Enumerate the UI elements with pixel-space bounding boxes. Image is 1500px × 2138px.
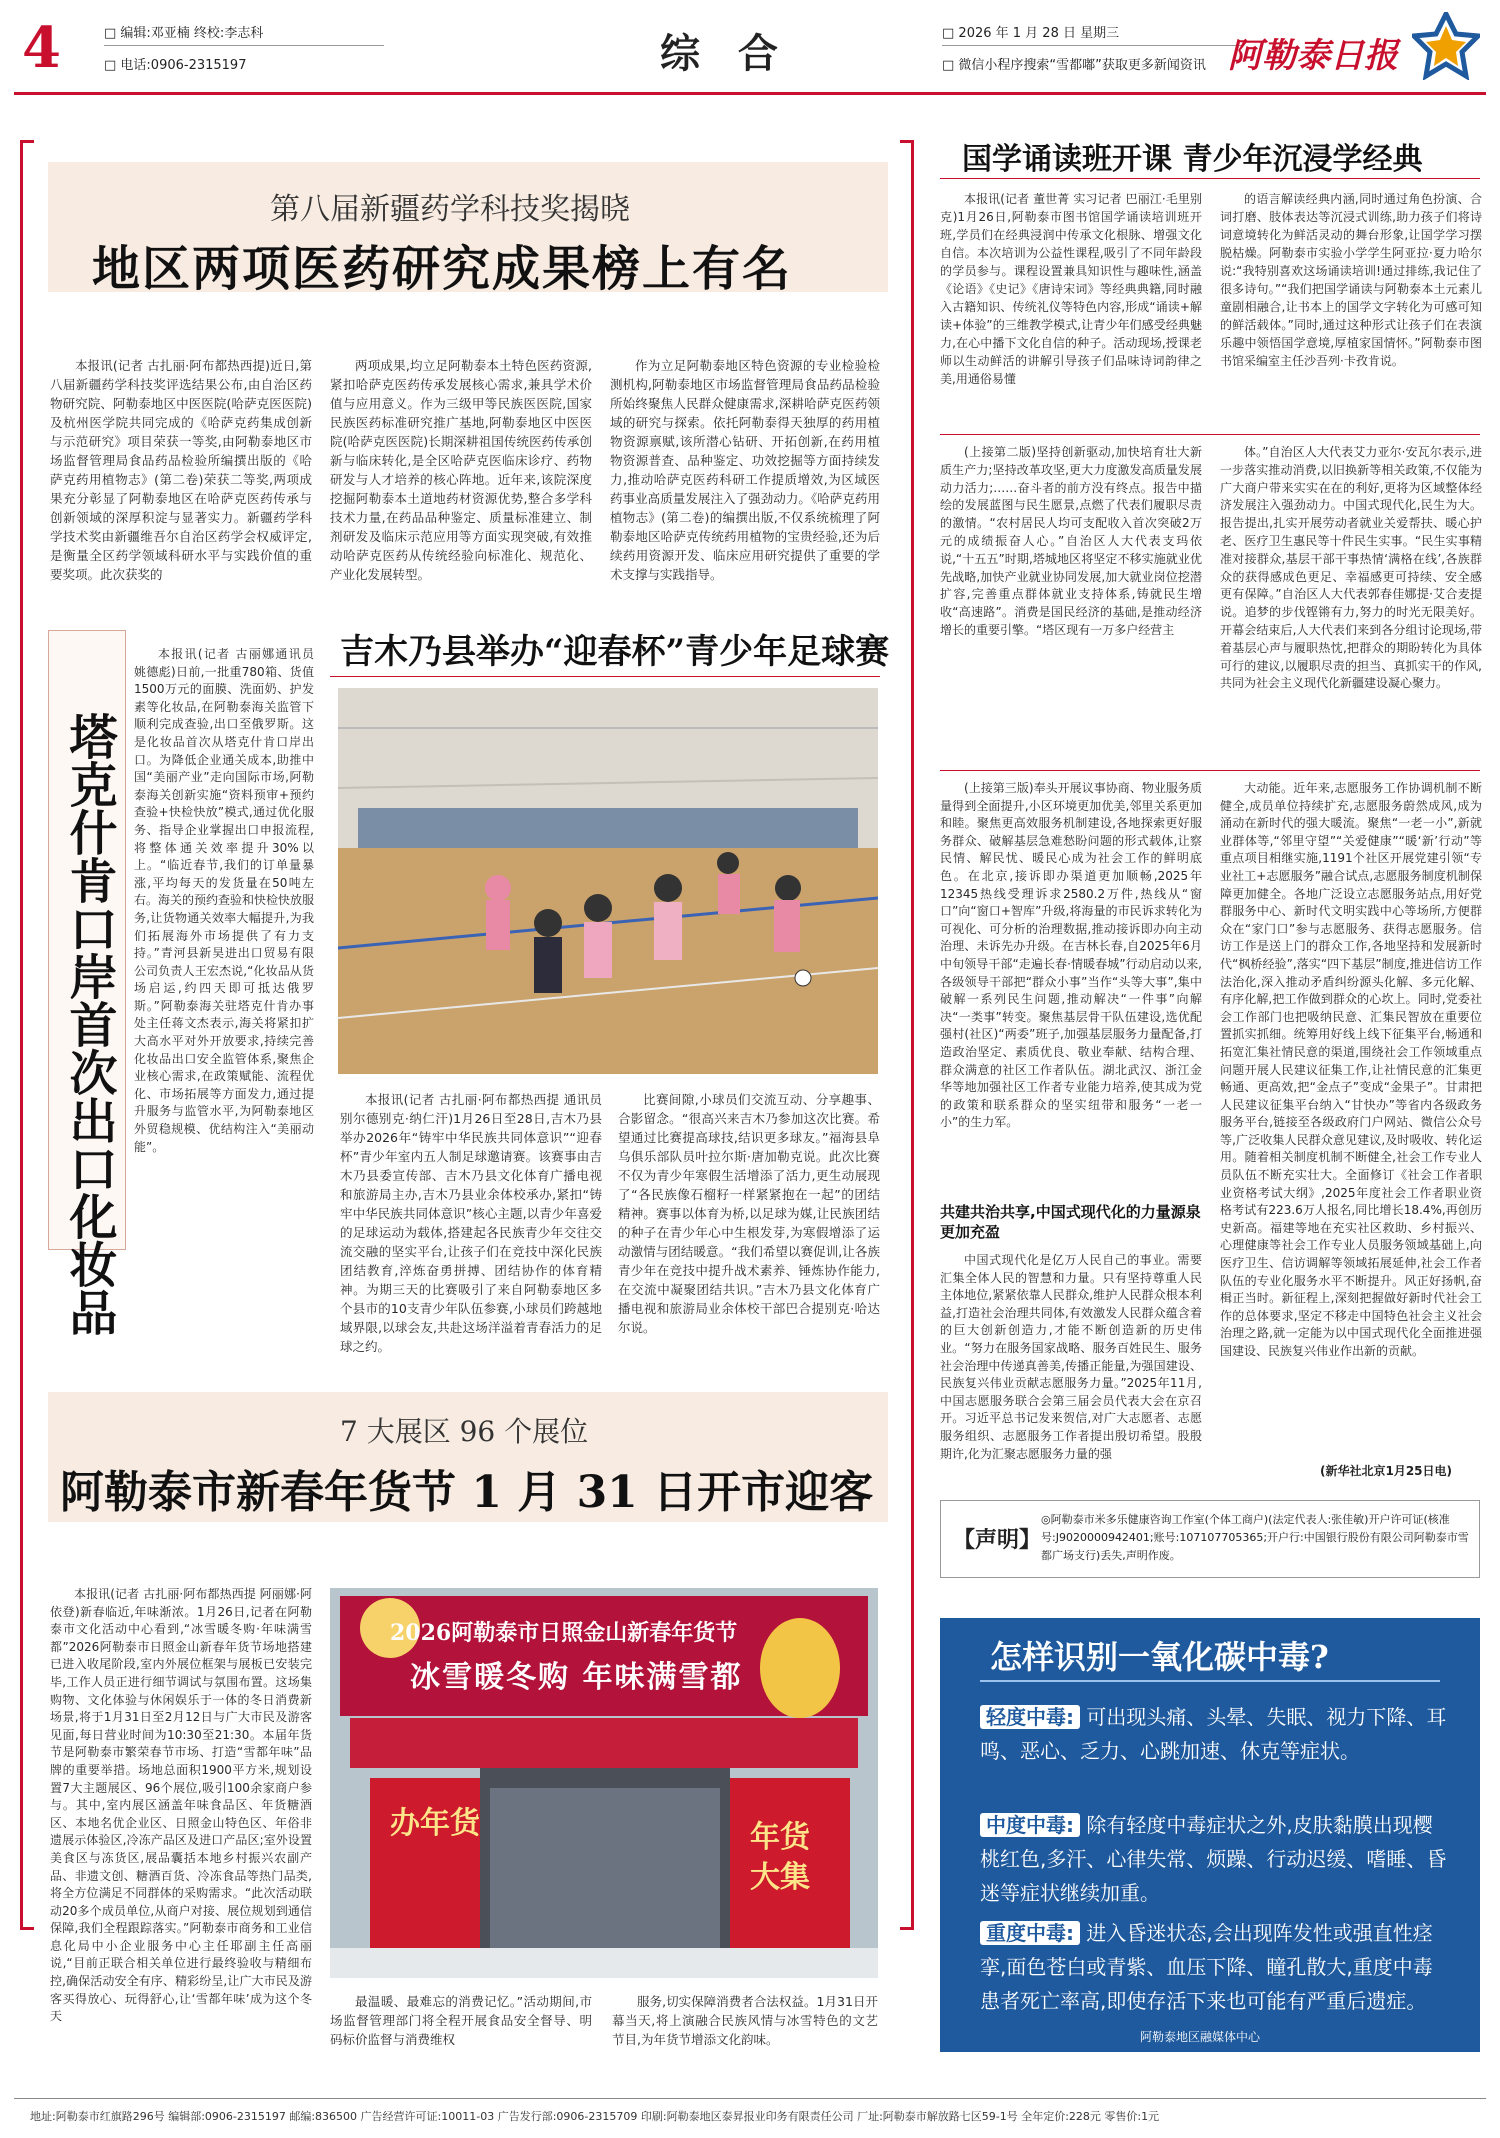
article1-kicker: 第八届新疆药学科技奖揭晓 — [270, 192, 630, 227]
article2-body: 本报讯(记者 古丽娜通讯员 姚德彪)日前,一批重780箱、货值1500万元的面膜、洗面奶、护发素等化妆品,在阿勒泰海关监管下顺利完成查验,出口至俄罗斯。这是化妆品首次从塔克什肯口岸出口。为降低企业通关成本,助推中国“美丽产业”走向国际市场,阿勒泰海关创新实施“资料预审+预约查验+快检快放”模式,通过优化服务、指导企业掌握出口申报流程,将整体通关效率提升30%以上。“临近春节,我们的订单量暴涨,平均每天的发货量在50吨左右。海关的预约查验和快检快放服务,让货物通关效率大幅提升,为我们拓展海外市场提供了有力支持。”青河县新昊进出口贸易有限公司负责人王宏杰说,“化妆品从货场启运,约四天即可抵达俄罗斯。”阿勒泰海关驻塔克什肯办事处主任蒋文杰表示,海关将紧扣扩大高水平对外开放要求,持续完善化妆品出口安全监管体系,聚焦企业核心需求,在政策赋能、流程优化、市场拓展等方面发力,通过提升服务与监管水平,为阿勒泰地区外贸稳规模、优结构注入“美丽动能”。 — [134, 647, 315, 1154]
section-title: 综 合 — [660, 30, 790, 77]
banner-slogan: 冰雪暖冬购 年味满雪都 — [410, 1660, 743, 1695]
co-ad-sponsor: 阿勒泰地区融媒体中心 — [1140, 2030, 1261, 2044]
footer-rule — [14, 2098, 1486, 2099]
article6-col1: (上接第二版)坚持创新驱动,加快培育壮大新质生产力;坚持改革攻坚,更大力度激发高质量发展动力活力;……奋斗者的前方没有终点。报告中描绘的发展蓝图与民生愿景,点燃了代表们履职尽责的激情。“农村居民人均可支配收入首次突破2万元的成绩振奋人心。”自治区人大代表支玛依说,“十五五”时期,塔城地区将坚定不移实施就业优先战略,加快产业就业协同发展,加大就业岗位挖潜扩容,完善重点群体就业支持体系,铸就民生增收“高速路”。消费是国民经济的基础,是推动经济增长的重要引擎。“塔区现有一万多户经营主 — [940, 445, 1202, 637]
banner-left-sign: 办年货 — [390, 1806, 480, 1841]
article5-rule — [940, 178, 1480, 179]
article5-col2: 的语言解读经典内涵,同时通过角色扮演、合词打磨、肢体表达等沉浸式训练,助力孩子们将诗词意境转化为鲜活灵动的舞台形象,让国学学习摆脱枯燥。阿勒泰市实验小学学生阿亚拉·夏力哈尔说:“我特别喜欢这场诵读培训!通过排练,我记住了很多诗句。”“我们把国学诵读与阿勒泰本土元素儿童剧相融合,让书本上的国学文字转化为可感可知的鲜活载体。”同时,通过这种形式让孩子们在表演乐趣中领悟国学意境,厚植家国情怀。”阿勒泰市图书馆采编室主任沙吾列·卡孜肯说。 — [1220, 192, 1482, 368]
co-ad-tag-3: 重度中毒: — [980, 1921, 1080, 1945]
page-number: 4 — [22, 15, 61, 81]
article1-headline: 地区两项医药研究成果榜上有名 — [92, 241, 793, 297]
article1-col2: 两项成果,均立足阿勒泰本土特色医药资源,紧扣哈萨克医药传承发展核心需求,兼具学术价值与应用意义。作为三级甲等民族医医院,国家民族医药标准研究推广基地,阿勒泰地区中医医院(哈萨克医医院)长期深耕祖国传统医药传承创新与临床转化,是全区哈萨克医临床诊疗、药物研发与人才培养的核心阵地。近年来,该院深度挖掘阿勒泰本土道地药材资源优势,整合多学科技术力量,在药品品种鉴定、质量标准建立、制剂研发及临床示范应用等方面实现突破,有效推动哈萨克医药从传统经验向标准化、规范化、产业化发展转型。 — [330, 358, 592, 582]
article5-headline: 国学诵读班开课 青少年沉浸学经典 — [962, 142, 1423, 177]
wechat-line: □ 微信小程序搜索“雪都嘟”获取更多新闻资讯 — [942, 58, 1206, 73]
article3-col2: 比赛间隙,小球员们交流互动、分享趣事、合影留念。“很高兴来吉木乃参加这次比赛。希望通过比赛提高球技,结识更多球友。”福海县阜乌俱乐部队员叶拉尔斯·唐加勒克说。此次比赛不仅为青少年寒假生活增添了活力,更生动展现了“各民族像石榴籽一样紧紧抱在一起”的团结精神。赛事以体育为桥,以足球为媒,让民族团结的种子在青少年心中生根发芽,为寒假增添了运动激情与团结暖意。“我们希望以赛促训,让各族青少年在竞技中提升战术素养、锤炼协作能力,在交流中凝聚团结共识。”吉木乃县文化体育广播电视和旅游局业余体校干部巴合提别克·哈达尔说。 — [618, 1092, 880, 1335]
co-ad-item-2: 中度中毒: 除有轻度中毒症状之外,皮肤黏膜出现樱桃红色,多汗、心律失常、烦躁、行动迟缓、嗜睡、昏迷等症状继续加重。 — [980, 1813, 1447, 1905]
market-photo — [330, 1588, 878, 1978]
banner-right-sign: 年货大集 — [750, 1820, 810, 1895]
co-ad-item-1: 轻度中毒: 可出现头痛、头晕、失眠、视力下降、耳鸣、恶心、乏力、心跳加速、休克等症状。 — [980, 1705, 1447, 1763]
footer: 地址:阿勒泰市红旗路296号 编辑部:0906-2315197 邮编:836500 广告经营许可证:10011-03 广告发行部:0906-2315709 印刷:阿勒泰地区泰昇报业印务有限责任公司 厂址:阿勒泰市解放路七区59-1号 全年定价:228元 零售价:1元 — [30, 2110, 1160, 2123]
article7-subhead: 共建共治共享,中国式现代化的力量源泉更加充盈 — [940, 1203, 1201, 1241]
notice-text: ◎阿勒泰市米多乐健康咨询工作室(个体工商户)(法定代表人:张佳敏)开户许可证(核准号:J9020000942401;账号:107107705365;开户行:中国银行股份有限公司阿勒泰市雪都广场支行)丢失,声明作废。 — [1041, 1513, 1469, 1562]
article4-col2: 最温暖、最难忘的消费记忆。”活动期间,市场监督管理部门将全程开展食品安全督导、明码标价监督与消费维权 — [330, 1994, 592, 2047]
article7-col1: (上接第三版)奉头开展议事协商、物业服务质量得到全面提升,小区环境更加优美,邻里关系更加和睦。聚焦更高效服务机制建设,各地探索更好服务群众、破解基层急难愁盼问题的形式载体,让察民情、解民忧、暖民心成为社会工作的鲜明底色。在北京,接诉即办渠道更加顺畅,2025年12345热线受理诉求2580.2万件,热线从“窗口”向“窗口+智库”升级,将海量的市民诉求转化为可视化、可分析的治理数据,推动接诉即办向主动治理、未诉先办升级。在吉林长春,自2025年6月中旬领导干部“走遍长春·情暖春城”行动启动以来,各级领导干部把“群众小事”当作“头等大事”,集中破解一系列民生问题,推动解决“一件事”向解决“一类事”转变。聚焦基层骨干队伍建设,选优配强村(社区)“两委”班子,加强基层服务力量配备,打造政治坚定、素质优良、敬业奉献、结构合理、群众满意的社区工作者队伍。湖北武汉、浙江金华等地加强社区工作者专业能力培养,使其成为党的政策和联系群众的坚实纽带和服务“一老一小”的生力军。 — [940, 781, 1202, 1130]
left-frame-right — [900, 140, 914, 1930]
article4-col1: 本报讯(记者 古扎丽·阿布都热西提 阿丽娜·阿依登)新春临近,年味渐浓。1月26日,记者在阿勒泰市文化活动中心看到,“冰雪暖冬购·年味满雪都”2026阿勒泰市日照金山新春年货节场地搭建已进入收尾阶段,室内外展位框架与展板已安装完毕,工作人员正进行细节调试与氛围布置。这场集购物、文化体验与休闲娱乐于一体的冬日消费新场景,将于1月31日至2月12日与广大市民及游客见面,每日营业时间为10:30至21:30。本届年货节是阿勒泰市繁荣春节市场、打造“雪都年味”品牌的重要举措。场地总面积1900平方米,规划设置7大主题展区、96个展位,吸引100余家商户参与。其中,室内展区涵盖年味食品区、年货糖酒区、本地名优企业区、日照金山特色区、年俗非遗展示体验区,冷冻产品区及进口产品区;室外设置美食区与冻货区,展品囊括本地乡村振兴农副产品、非遗文创、糖酒百货、冷冻食品等热门品类,将全方位满足不同群体的采购需求。“此次活动联动20多个成员单位,从商户对接、展位规划到通信保障,我们全程跟踪落实。”阿勒泰市商务和工业信息化局中小企业服务中心主任耶副主任高丽说,“目前正联合相关单位进行最终验收与精细布控,确保活动安全有序、精彩纷呈,让广大市民及游客买得放心、玩得舒心,让‘雪都年味’成为这个冬天 — [50, 1587, 312, 2024]
co-ad-title: 怎样识别一氧化碳中毒? — [990, 1638, 1329, 1676]
left-frame — [20, 140, 34, 1930]
divider-2 — [940, 770, 1480, 771]
article6-col2: 体。”自治区人大代表艾力亚尔·安瓦尔表示,进一步落实推动消费,以旧换新等相关政策,不仅能为广大商户带来实实在在的利好,更将为区域整体经济发展注入强劲动力。中国式现代化,民生为大。报告提出,扎实开展劳动者就业关爱帮扶、暖心护老、医疗卫生惠民等十件民生实事。“民生实事精准对接群众,基层干部干事热情‘满格在线’,各族群众的获得感成色更足、幸福感更可持续、安全感更有保障。”自治区人大代表郭春佳娜提·艾合麦提说。追梦的步伐铿锵有力,努力的时光无限美好。开幕会结束后,人大代表们来到各分组讨论现场,带着基层心声与履职热忱,把群众的期盼转化为具体可行的建议,以履职尽责的担当、真抓实干的作风,共同为社会主义现代化新疆建设凝心聚力。 — [1220, 445, 1482, 691]
article3-headline-rule — [330, 676, 880, 677]
article3-col1: 本报讯(记者 古扎丽·阿布都热西提 通讯员 别尔德别克·纳仁汗)1月26日至28日,吉木乃县举办2026年“铸牢中华民族共同体意识”“迎春杯”青少年室内五人制足球邀请赛。该赛事由吉木乃县委宣传部、吉木乃县文化体育广播电视和旅游局主办,吉木乃县业余体校承办,紧扣“铸牢中华民族共同体意识”核心主题,以青少年喜爱的足球运动为载体,搭建起各民族青少年交往交流交融的坚实平台,让孩子们在竞技中深化民族团结教育,淬炼奋勇拼搏、团结协作的体育精神。为期三天的比赛吸引了来自阿勒泰地区多个县市的10支青少年队伍参赛,小球员们跨越地域界限,以球会友,共赴这场洋溢着青春活力的足球之约。 — [340, 1092, 602, 1354]
co-ad-item-3: 重度中毒: 进入昏迷状态,会出现阵发性或强直性痉挛,面色苍白或青紫、血压下降、瞳孔散大,重度中毒患者死亡率高,即使存活下来也可能有严重后遗症。 — [980, 1921, 1433, 2013]
divider-1 — [940, 434, 1480, 435]
article4-kicker: 7 大展区 96 个展位 — [340, 1415, 589, 1448]
notice-box — [940, 1500, 1480, 1578]
banner-title: 2026阿勒泰市日照金山新春年货节 — [390, 1620, 738, 1646]
article1-col3: 作为立足阿勒泰地区特色资源的专业检验检测机构,阿勒泰地区市场监督管理局食品药品检验所始终聚焦人民群众健康需求,深耕哈萨克医药领域的研究与探索。依托阿勒泰得天独厚的药用植物资源禀赋,该所潜心钻研、开拓创新,在药用植物资源普查、品种鉴定、功效挖掘等方面持续发力,推动哈萨克医药科研工作提质增效,为区域医药事业高质量发展注入了强劲动力。《哈萨克药用植物志》(第二卷)的编撰出版,不仅系统梳理了阿勒泰地区哈萨克传统药用植物的宝贵经验,还为后续药用资源开发、临床应用研究提供了重要的学术支撑与实践指导。 — [610, 358, 880, 582]
date-line: □ 2026 年 1 月 28 日 星期三 — [942, 22, 1242, 46]
co-ad — [940, 1618, 1480, 2052]
paper-name: 阿勒泰日报 — [1228, 36, 1398, 76]
article7-col1b: 中国式现代化是亿万人民自己的事业。需要汇集全体人民的智慧和力量。只有坚持尊重人民主体地位,紧紧依靠人民群众,维护人民群众根本利益,打造社会治理共同体,有效激发人民群众蕴含着的巨大创新创造力,才能不断创造新的历史伟业。“努力在服务国家战略、服务百姓民生、服务社会治理中传递真善美,传播正能量,为强国建设、民族复兴伟业贡献志愿服务力量。”2025年11月,中国志愿服务联合会第三届会员代表大会在京召开。习近平总书记发来贺信,对广大志愿者、志愿服务组织、志愿服务工作者提出殷切希望。股殷期许,化为汇聚志愿服务力量的强 — [940, 1253, 1202, 1461]
article3-headline: 吉木乃县举办“迎春杯”青少年足球赛 — [340, 632, 890, 672]
paper-logo-icon — [1412, 12, 1480, 80]
co-ad-tag-1: 轻度中毒: — [980, 1705, 1080, 1729]
football-photo — [338, 688, 878, 1074]
article5-col1: 本报讯(记者 董世菁 实习记者 巴丽江·毛里别克)1月26日,阿勒泰市图书馆国学诵读培训班开班,学员们在经典浸润中传承文化根脉、增强文化自信。本次培训为公益性课程,吸引了不同年龄段的学员参与。课程设置兼具知识性与趣味性,涵盖《论语》《史记》《唐诗宋词》等经典典籍,同时融入古籍知识、传统礼仪等特色内容,形成“诵读+解读+体验”的三维教学模式,让青少年们感受经典魅力,在心中播下文化自信的种子。活动现场,授课老师以生动鲜活的讲解引导孩子们品味诗词韵律之美,用通俗易懂 — [940, 192, 1202, 386]
article7-col2: 大动能。近年来,志愿服务工作协调机制不断健全,成员单位持续扩充,志愿服务蔚然成风,成为涌动在新时代的强大暖流。聚焦“一老一小”,新就业群体等,“邻里守望”“关爱健康”“暖‘新’行动”等重点项目相继实施,1191个社区开展党建引领“专业社工+志愿服务”融合试点,志愿服务制度机制保障更加健全。各地广泛设立志愿服务站点,用好党群服务中心、新时代文明实践中心等场所,方便群众在“家门口”参与志愿服务、获得志愿服务。信访工作是送上门的群众工作,各地坚持和发展新时代“枫桥经验”,落实“四下基层”制度,推进信访工作法治化,深入推动矛盾纠纷源头化解、多元化解、有序化解,把工作做到群众的心坎上。同时,党委社会工作部门也把吸纳民意、汇集民智放在重要位置抓实抓细。统筹用好线上线下征集平台,畅通和拓宽汇集社情民意的渠道,围绕社会工作领域重点问题开展人民建议征集工作,让社情民意的汇集更畅通、更高效,把“金点子”变成“金果子”。甘肃把人民建议征集平台纳入“甘快办”等省内各级政务服务平台,链接至各级政府门户网站、微信公众号等,广泛收集人民群众意见建议,及时吸收、转化运用。随着相关制度机制不断健全,社会工作专业人员队伍不断充实壮大。全面修订《社会工作者职业资格考试大纲》,2025年度社会工作者职业资格考试有223.6万人报名,同比增长18.4%,再创历史新高。福建等地在充实社区救助、乡村振兴、心理健康等社会工作专业人员服务领域基础上,向医疗卫生、信访调解等领域拓展延伸,社会工作者队伍的专业化服务水平不断提升。风正好扬帆,奋楫正当时。新征程上,深刻把握做好新时代社会工作的总体要求,坚定不移走中国特色社会主义社会治理之路,就一定能为以中国式现代化全面推进强国建设、民族复兴伟业作出新的贡献。 — [1220, 781, 1482, 1358]
phone-line: □ 电话:0906-2315197 — [104, 58, 247, 73]
article4-headline: 阿勒泰市新春年货节 1 月 31 日开市迎客 — [60, 1467, 874, 1518]
co-ad-tag-2: 中度中毒: — [980, 1813, 1080, 1837]
editor-line: □ 编辑:邓亚楠 终校:李志科 — [104, 22, 384, 46]
article4-col3: 服务,切实保障消费者合法权益。1月31日开幕当天,将上演融合民族风情与冰雪特色的文艺节目,为年货节增添文化韵味。 — [612, 1994, 878, 2047]
notice-label: 【声明】 — [953, 1527, 1042, 1553]
article1-col1: 本报讯(记者 古扎丽·阿布都热西提)近日,第八届新疆药学科技奖评选结果公布,由自治区药物研究院、阿勒泰地区中医医院(哈萨克医医院)及杭州医学院共同完成的《哈萨克药集成创新与示范研究》项目荣获一等奖,由阿勒泰地区市场监督管理局食品药品检验所编撰出版的《哈萨克药用植物志》(第二卷)荣获二等奖,两项成果充分彰显了阿勒泰地区在哈萨克医药传承与创新领域的深厚积淀与显著实力。新疆药学科学技术奖由新疆维吾尔自治区药学会权威评定,是衡量全区药学领域科研水平与实践价值的重要奖项。此次获奖的 — [50, 358, 312, 582]
masthead-rule — [14, 92, 1486, 95]
article2-headline: 塔克什肯口岸首次出口化妆品 — [61, 712, 117, 1336]
article7-dateline: (新华社北京1月25日电) — [1320, 1464, 1453, 1478]
co-ad-title-rule — [980, 1680, 1440, 1682]
